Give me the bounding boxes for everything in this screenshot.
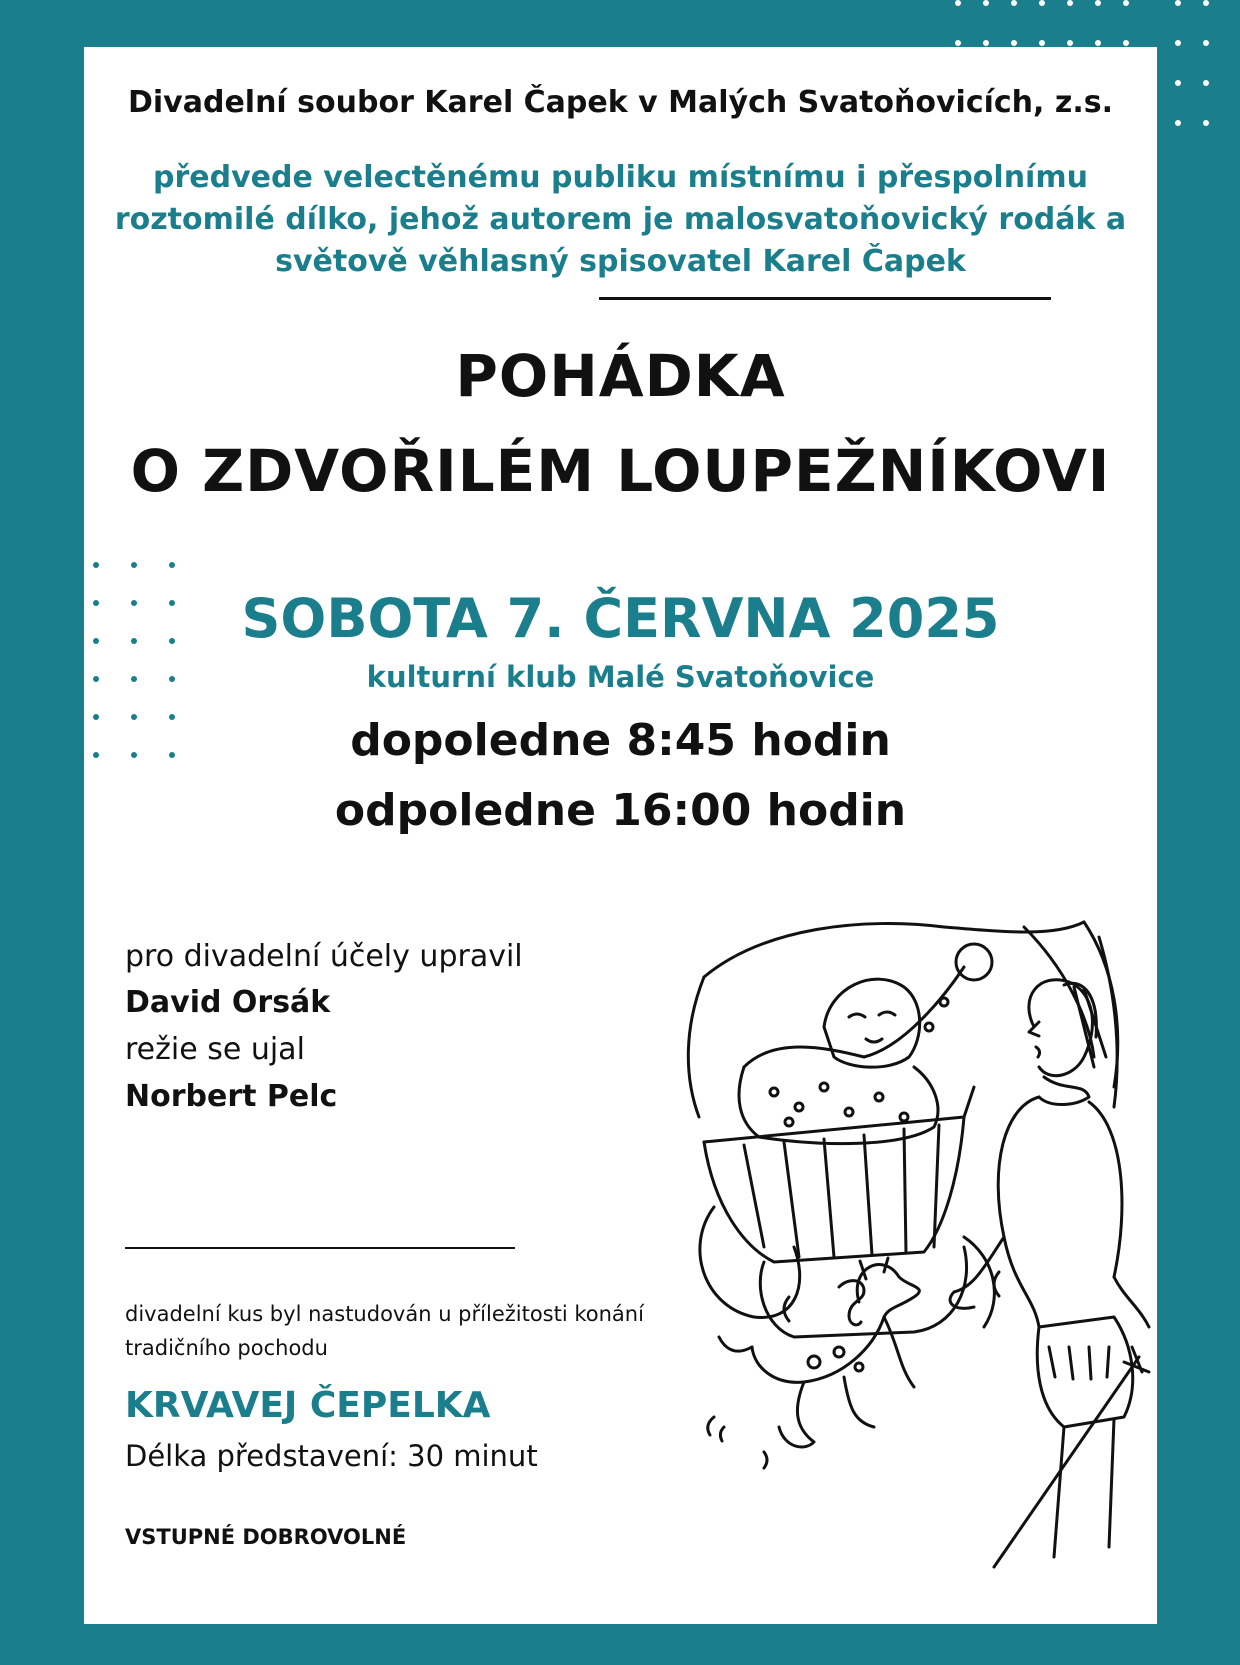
intro-line: roztomilé dílko, jehož autorem je malosvatoňovický rodák a	[114, 202, 1127, 237]
divider-top	[599, 297, 1051, 300]
time-afternoon: odpoledne 16:00 hodin	[334, 785, 907, 836]
director-name: Norbert Pelc	[125, 1079, 338, 1114]
intro-text	[84, 157, 1157, 283]
march-name: KRVAVEJ ČEPELKA	[125, 1385, 491, 1426]
admission: VSTUPNÉ DOBROVOLNÉ	[125, 1525, 407, 1549]
poster-card	[84, 47, 1157, 1624]
time-morning: dopoledne 8:45 hodin	[350, 715, 891, 766]
divider-bottom	[125, 1247, 515, 1249]
event-date: SOBOTA 7. ČERVNA 2025	[241, 587, 1000, 650]
director-label: režie se ujal	[125, 1032, 305, 1067]
adapted-label: pro divadelní účely upravil	[125, 939, 523, 974]
robber-carriage-illustration	[644, 907, 1154, 1587]
adapted-name: David Orsák	[125, 985, 331, 1020]
performance-length: Délka představení: 30 minut	[125, 1439, 538, 1473]
intro-line: světově věhlasný spisovatel Karel Čapek	[275, 244, 966, 279]
note-line-2: tradičního pochodu	[125, 1336, 328, 1360]
intro-line: předvede velectěnému publiku místnímu i přespolnímu	[153, 160, 1088, 195]
organizer-name: Divadelní soubor Karel Čapek v Malých Svatoňovicích, z.s.	[127, 85, 1113, 120]
title-line-1: POHÁDKA	[455, 342, 786, 410]
title-line-2: O ZDVOŘILÉM LOUPEŽNÍKOVI	[130, 437, 1111, 505]
note-line-1: divadelní kus byl nastudován u příležitosti konání	[125, 1302, 644, 1326]
event-venue: kulturní klub Malé Svatoňovice	[366, 660, 875, 694]
